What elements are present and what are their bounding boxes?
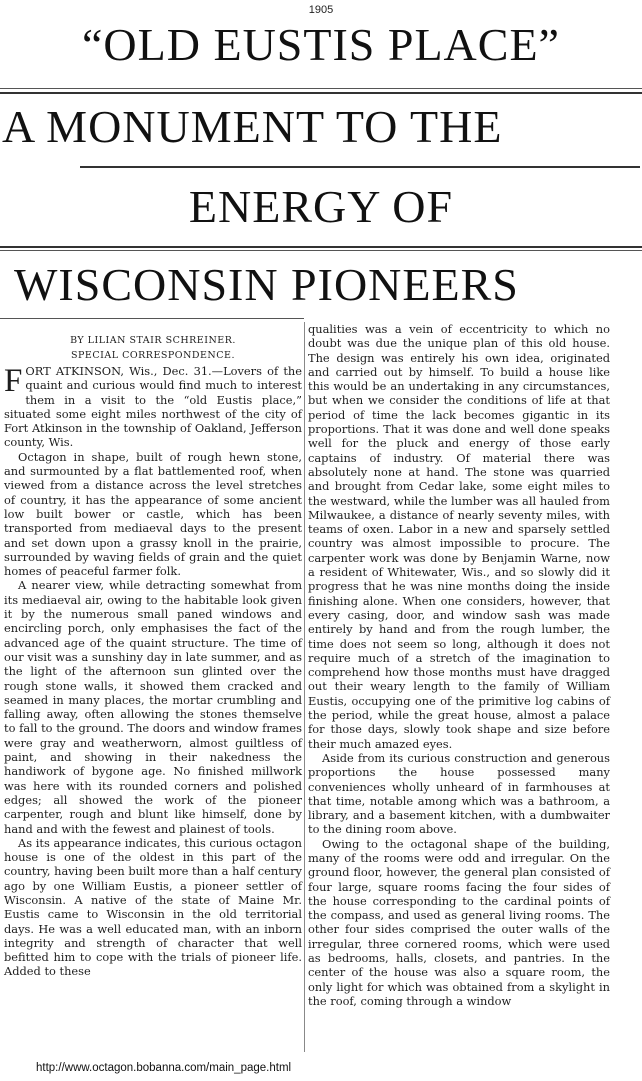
- article-paragraph: qualities was a vein of eccentricity to which no doubt was due the unique plan of this old house. The design was entirely his own idea, originated and carried out by himself. To build a house like this would be an undertaking in any circumstances, but when we consider the conditions of life at that period of time the lack becomes gigantic in its proportions. That it was done and well done speaks well for the pluck and energy of those early captains of industry. Of material there was absolutely none at hand. The stone was quarried and brought from Cedar lake, some eight miles to the westward, while the lumber was all hauled from Milwaukee, a distance of nearly seventy miles, with teams of oxen. Labor in a new and sparsely settled country was almost impossible to procure. The carpenter work was done by Benjamin Warne, now a resident of Whitewater, Wis., and so slowly did it progress that he was nine months doing the inside finishing alone. When one considers, however, that every casing, door, and window sash was made entirely by hand and from the rough lumber, the time does not seem so long, although it does not require much of a stretch of the imagination to comprehend how those months must have dragged out their weary length to the family of William Eustis, occupying one of the primitive log cabins of the period, while the great house, almost a palace for those days, slowly took shape and size before their much amazed eyes.: [308, 322, 610, 751]
- article-paragraph: Owing to the octagonal shape of the building, many of the rooms were odd and irregular. On the ground floor, however, the general plan consisted of four large, square rooms facing the four sides of the house corresponding to the cardinal points of the compass, and used as general living rooms. The other four sides comprised the outer walls of the irregular, three cornered rooms, which were used as bedrooms, halls, closets, and pantries. In the center of the house was also a square room, the only light for which was obtained from a skylight in the roof, coming through a window: [308, 836, 610, 1008]
- headline-line-2: A MONUMENT TO THE: [2, 101, 503, 152]
- headline-rule-4: [0, 246, 642, 248]
- article-column-right: [308, 322, 610, 1008]
- article-column-left: [4, 322, 302, 979]
- headline-rule-5: [0, 250, 642, 251]
- article-paragraph: FORT ATKINSON, Wis., Dec. 31.—Lovers of the quaint and curious would find much to interest them in a visit to the “old Eustis place,” situated some eight miles northwest of the city of Fort Atkinson in the township of Oakland, Jefferson county, Wis.: [4, 363, 302, 450]
- headline-rule-6: [0, 318, 304, 319]
- headline-line-1: “OLD EUSTIS PLACE”: [82, 19, 560, 70]
- article-paragraph: A nearer view, while detracting somewhat from its mediaeval air, owing to the habitable look given it by the numerous small paned windows and encircling porch, only emphasises the fact of the advanced age of the quaint structure. The time of our visit was a sunshiny day in late summer, and as the light of the afternoon sun glinted over the rough stone walls, it showed them cracked and seamed in many places, the mortar crumbling and falling away, often allowing the stones themselve to fall to the ground. The doors and window frames were gray and weatherworn, almost guiltless of paint, and showing in their nakedness the handiwork of bygone age. No finished millwork was here with its rounded corners and polished edges; all showed the work of the pioneer carpenter, rough and blunt like himself, done by hand and with the fewest and plainest of tools.: [4, 578, 302, 836]
- drop-cap: F: [4, 363, 23, 399]
- clipping-year: 1905: [308, 4, 334, 16]
- headline-line-3: ENERGY OF: [188, 181, 454, 232]
- headline-rule-1: [0, 88, 642, 89]
- article-paragraph: As its appearance indicates, this curious octagon house is one of the oldest in this part of the country, having been built more than a half century ago by one William Eustis, a pioneer settler of Wisconsin. A native of the state of Maine Mr. Eustis came to Wisconsin in the old territorial days. He was a well educated man, with an inborn integrity and strength of character that well befitted him to cope with the trials of pioneer life. Added to these: [4, 835, 302, 979]
- byline: BY LILIAN STAIR SCHREINER.: [70, 335, 236, 346]
- special-correspondence: SPECIAL CORRESPONDENCE.: [71, 350, 235, 361]
- headline-rule-2: [0, 92, 642, 94]
- headline-line-4: WISCONSIN PIONEERS: [14, 259, 519, 310]
- headline-rule-3: [80, 166, 640, 168]
- column-divider: [304, 322, 305, 1052]
- article-paragraph: Octagon in shape, built of rough hewn stone, and surmounted by a flat battlemented roof, when viewed from a distance across the level stretches of country, it has the appearance of some ancient low built bower or castle, which has been transported from mediaeval days to the present and set down upon a grassy knoll in the prairie, surrounded by waving fields of grain and the quiet homes of peaceful farmer folk.: [4, 449, 302, 579]
- source-url: http://www.octagon.bobanna.com/main_page.html: [36, 1062, 292, 1074]
- article-paragraph: Aside from its curious construction and generous proportions the house possessed many conveniences wholly unheard of in farmhouses at that time, notable among which was a bathroom, a library, and a basement kitchen, with a dumbwaiter to the dining room above.: [308, 750, 610, 837]
